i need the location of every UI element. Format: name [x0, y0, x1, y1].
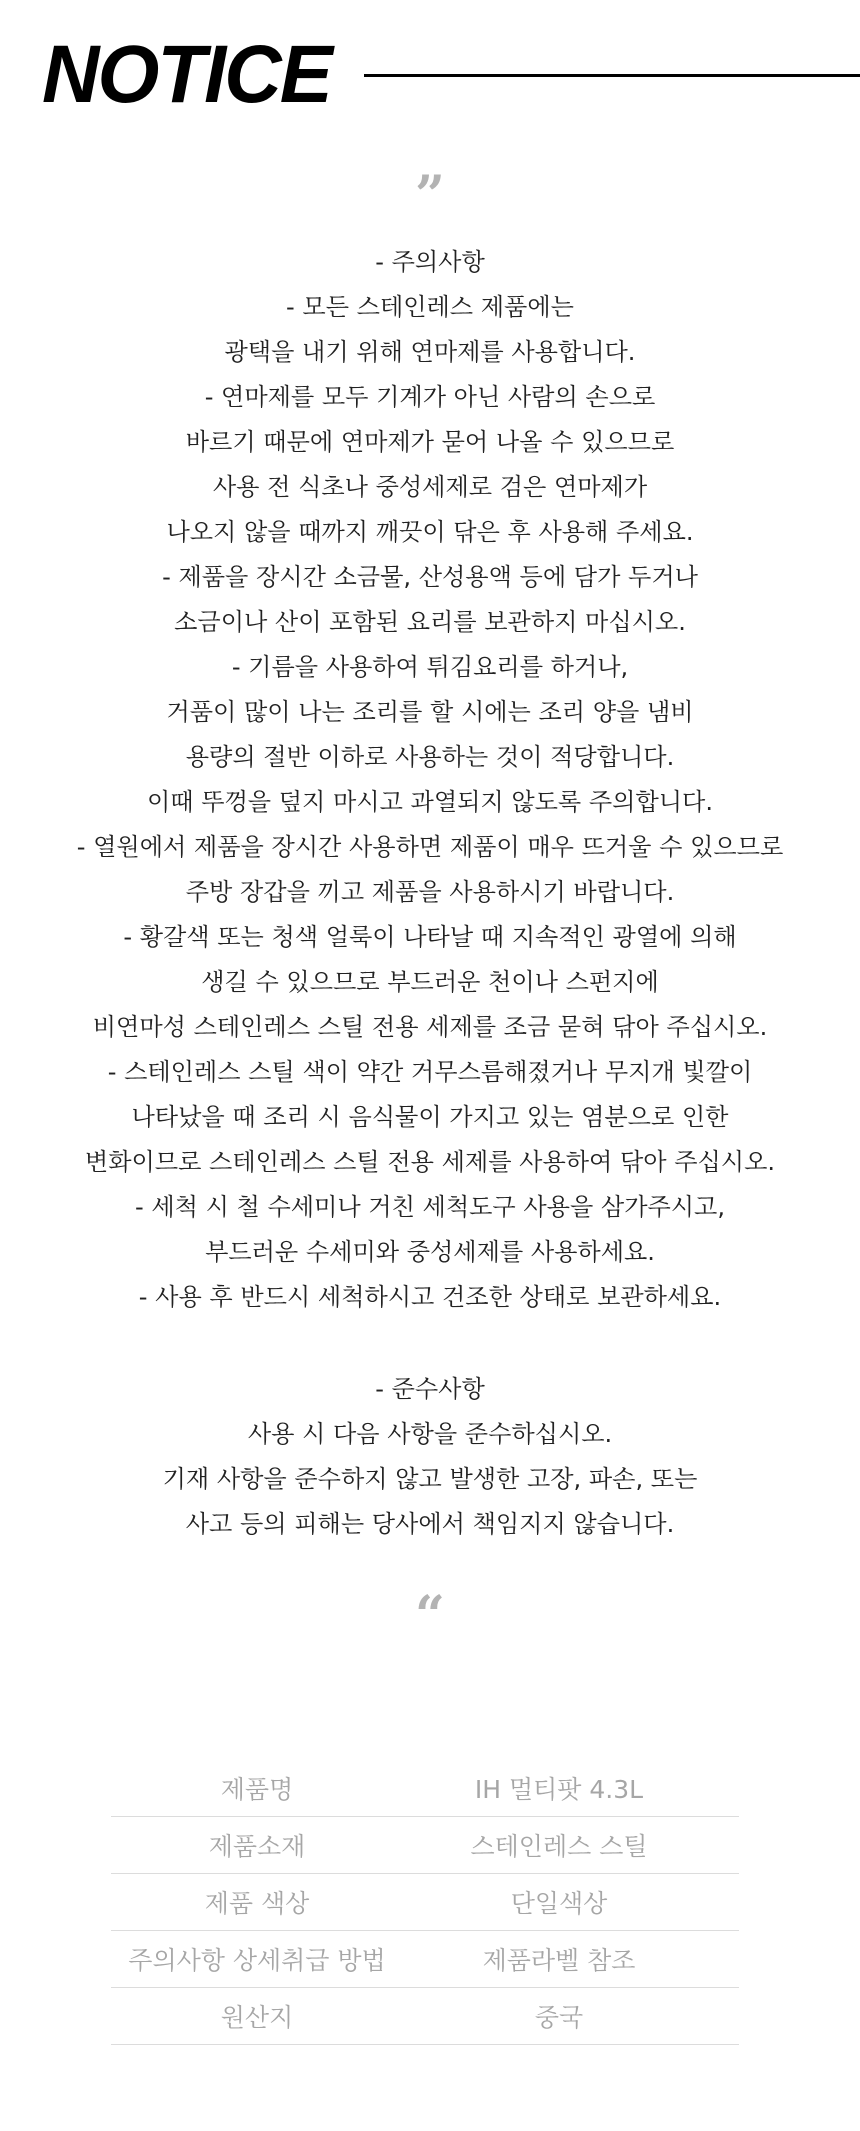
spec-label: 주의사항 상세취급 방법: [128, 1946, 386, 1975]
close-quote-icon: “: [415, 1585, 445, 1646]
cautions-line: 소금이나 산이 포함된 요리를 보관하지 마십시오.: [174, 608, 686, 636]
cautions-line: - 세척 시 철 수세미나 거친 세척도구 사용을 삼가주시고,: [134, 1193, 726, 1221]
spec-value: 단일색상: [510, 1889, 608, 1918]
spec-row-origin: [111, 1988, 739, 2045]
spec-label: 제품 색상: [204, 1889, 310, 1918]
cautions-line: - 주의사항: [375, 248, 485, 276]
spec-label: 제품소재: [208, 1832, 306, 1861]
cautions-line: - 스테인레스 스틸 색이 약간 거무스름해졌거나 무지개 빛깔이: [107, 1058, 753, 1086]
cautions-line: - 연마제를 모두 기계가 아닌 사람의 손으로: [204, 383, 656, 411]
spec-label: 원산지: [220, 2003, 294, 2032]
spec-value: 스테인레스 스틸: [470, 1832, 648, 1861]
compliance-line: 사고 등의 피해는 당사에서 책임지지 않습니다.: [185, 1510, 675, 1538]
spec-row-handling: [111, 1931, 739, 1988]
compliance-line: - 준수사항: [375, 1375, 485, 1403]
cautions-line: 바르기 때문에 연마제가 묻어 나올 수 있으므로: [185, 428, 675, 456]
title-divider: [364, 74, 860, 77]
compliance-line: 사용 시 다음 사항을 준수하십시오.: [247, 1420, 613, 1448]
cautions-line: - 제품을 장시간 소금물, 산성용액 등에 담가 두거나: [162, 563, 698, 591]
spec-value: IH 멀티팟 4.3L: [474, 1775, 644, 1804]
spec-row-product-name: [111, 1760, 739, 1817]
cautions-line: - 기름을 사용하여 튀김요리를 하거나,: [231, 653, 629, 681]
spec-label: 제품명: [220, 1775, 294, 1804]
cautions-line: - 사용 후 반드시 세척하시고 건조한 상태로 보관하세요.: [138, 1283, 722, 1311]
spec-value: 중국: [534, 2003, 584, 2032]
cautions-line: 나타났을 때 조리 시 음식물이 가지고 있는 염분으로 인한: [131, 1103, 729, 1131]
cautions-line: 주방 장갑을 끼고 제품을 사용하시기 바랍니다.: [185, 878, 675, 906]
cautions-line: 거품이 많이 나는 조리를 할 시에는 조리 양을 냄비: [166, 698, 694, 726]
cautions-line: 이때 뚜껑을 덮지 마시고 과열되지 않도록 주의합니다.: [146, 788, 714, 816]
cautions-line: 변화이므로 스테인레스 스틸 전용 세제를 사용하여 닦아 주십시오.: [84, 1148, 776, 1176]
cautions-line: 광택을 내기 위해 연마제를 사용합니다.: [224, 338, 636, 366]
open-quote-icon: ”: [415, 165, 445, 226]
cautions-line: 용량의 절반 이하로 사용하는 것이 적당합니다.: [185, 743, 675, 771]
spec-row-color: [111, 1874, 739, 1931]
cautions-line: 비연마성 스테인레스 스틸 전용 세제를 조금 묻혀 닦아 주십시오.: [92, 1013, 768, 1041]
spec-row-material: [111, 1817, 739, 1874]
cautions-line: - 열원에서 제품을 장시간 사용하면 제품이 매우 뜨거울 수 있으므로: [76, 833, 784, 861]
compliance-section: [0, 1367, 860, 1547]
spec-value: 제품라벨 참조: [482, 1946, 636, 1975]
cautions-line: 생길 수 있으므로 부드러운 천이나 스펀지에: [201, 968, 659, 996]
cautions-line: - 황갈색 또는 청색 얼룩이 나타날 때 지속적인 광열에 의해: [123, 923, 737, 951]
notice-title: NOTICE: [42, 29, 331, 120]
cautions-line: 부드러운 수세미와 중성세제를 사용하세요.: [205, 1238, 655, 1266]
compliance-line: 기재 사항을 준수하지 않고 발생한 고장, 파손, 또는: [162, 1465, 698, 1493]
product-spec-table: [111, 1760, 739, 2045]
cautions-line: 사용 전 식초나 중성세제로 검은 연마제가: [212, 473, 648, 501]
cautions-line: 나오지 않을 때까지 깨끗이 닦은 후 사용해 주세요.: [166, 518, 694, 546]
cautions-section: [0, 240, 860, 1320]
cautions-line: - 모든 스테인레스 제품에는: [286, 293, 574, 321]
